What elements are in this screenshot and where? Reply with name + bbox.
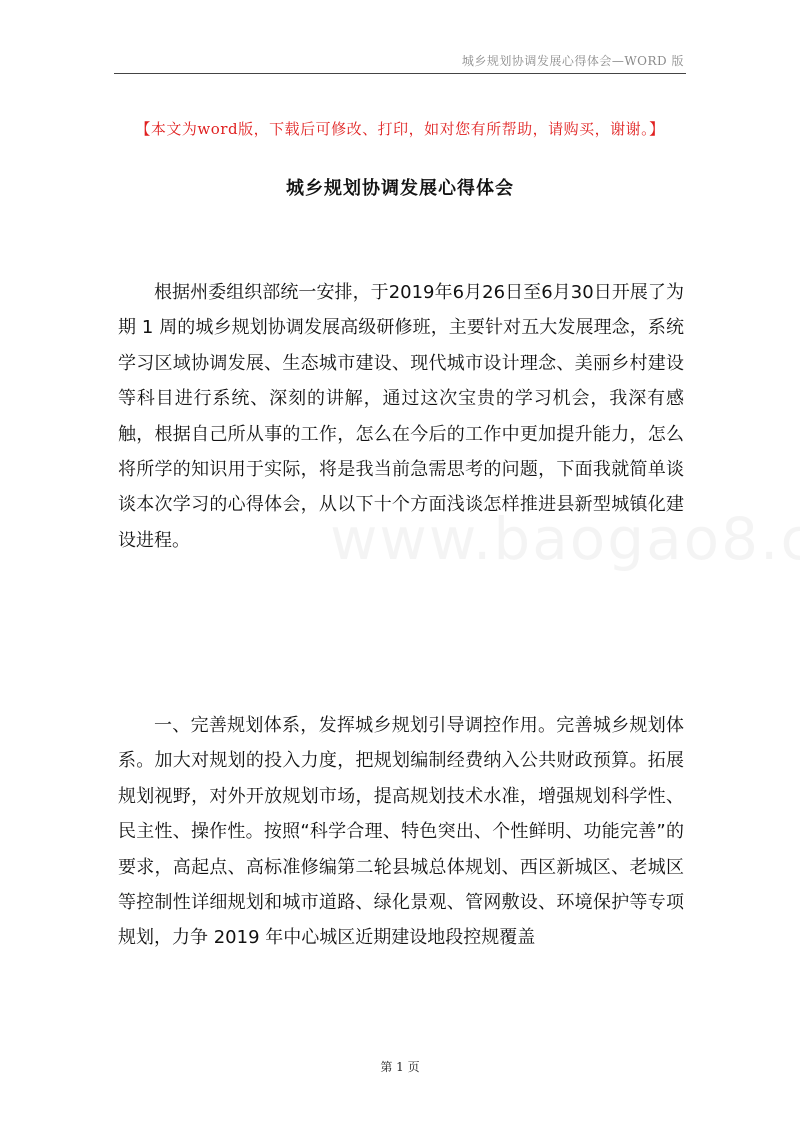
page-number: 第 1 页 (380, 1060, 420, 1074)
purchase-notice: 【本文为word版，下载后可修改、打印，如对您有所帮助，请购买，谢谢。】 (135, 120, 665, 138)
running-title: 城乡规划协调发展心得体会—WORD 版 (461, 54, 684, 68)
body-paragraph-intro: 根据州委组织部统一安排，于2019年6月26日至6月30日开展了为期 1 周的城乡规划协调发展高级研修班，主要针对五大发展理念，系统学习区域协调发展、生态城市建设、现代城市设计理念、美丽乡村建设等科目进行系统、深刻的讲解，通过这次宝贵的学习机会，我深有感触，根据自己所从事的工作，怎么在今后的工作中更加提升能力，怎么将所学的知识用于实际，将是我当前急需思考的问题，下面我就简单谈谈本次学习的心得体会，从以下十个方面浅谈怎样推进县新型城镇化建设进程。 (118, 282, 684, 551)
document-title: 城乡规划协调发展心得体会 (286, 178, 514, 199)
header-divider (114, 73, 686, 74)
body-paragraph-section-one: 一、完善规划体系，发挥城乡规划引导调控作用。完善城乡规划体系。加大对规划的投入力度，把规划编制经费纳入公共财政预算。拓展规划视野，对外开放规划市场，提高规划技术水准，增强规划科学性、民主性、操作性。按照“科学合理、特色突出、个性鲜明、功能完善”的要求，高起点、高标准修编第二轮县城总体规划、西区新城区、老城区等控制性详细规划和城市道路、绿化景观、管网敷设、环境保护等专项规划，力争 2019 年中心城区近期建设地段控规覆盖 (118, 715, 684, 949)
